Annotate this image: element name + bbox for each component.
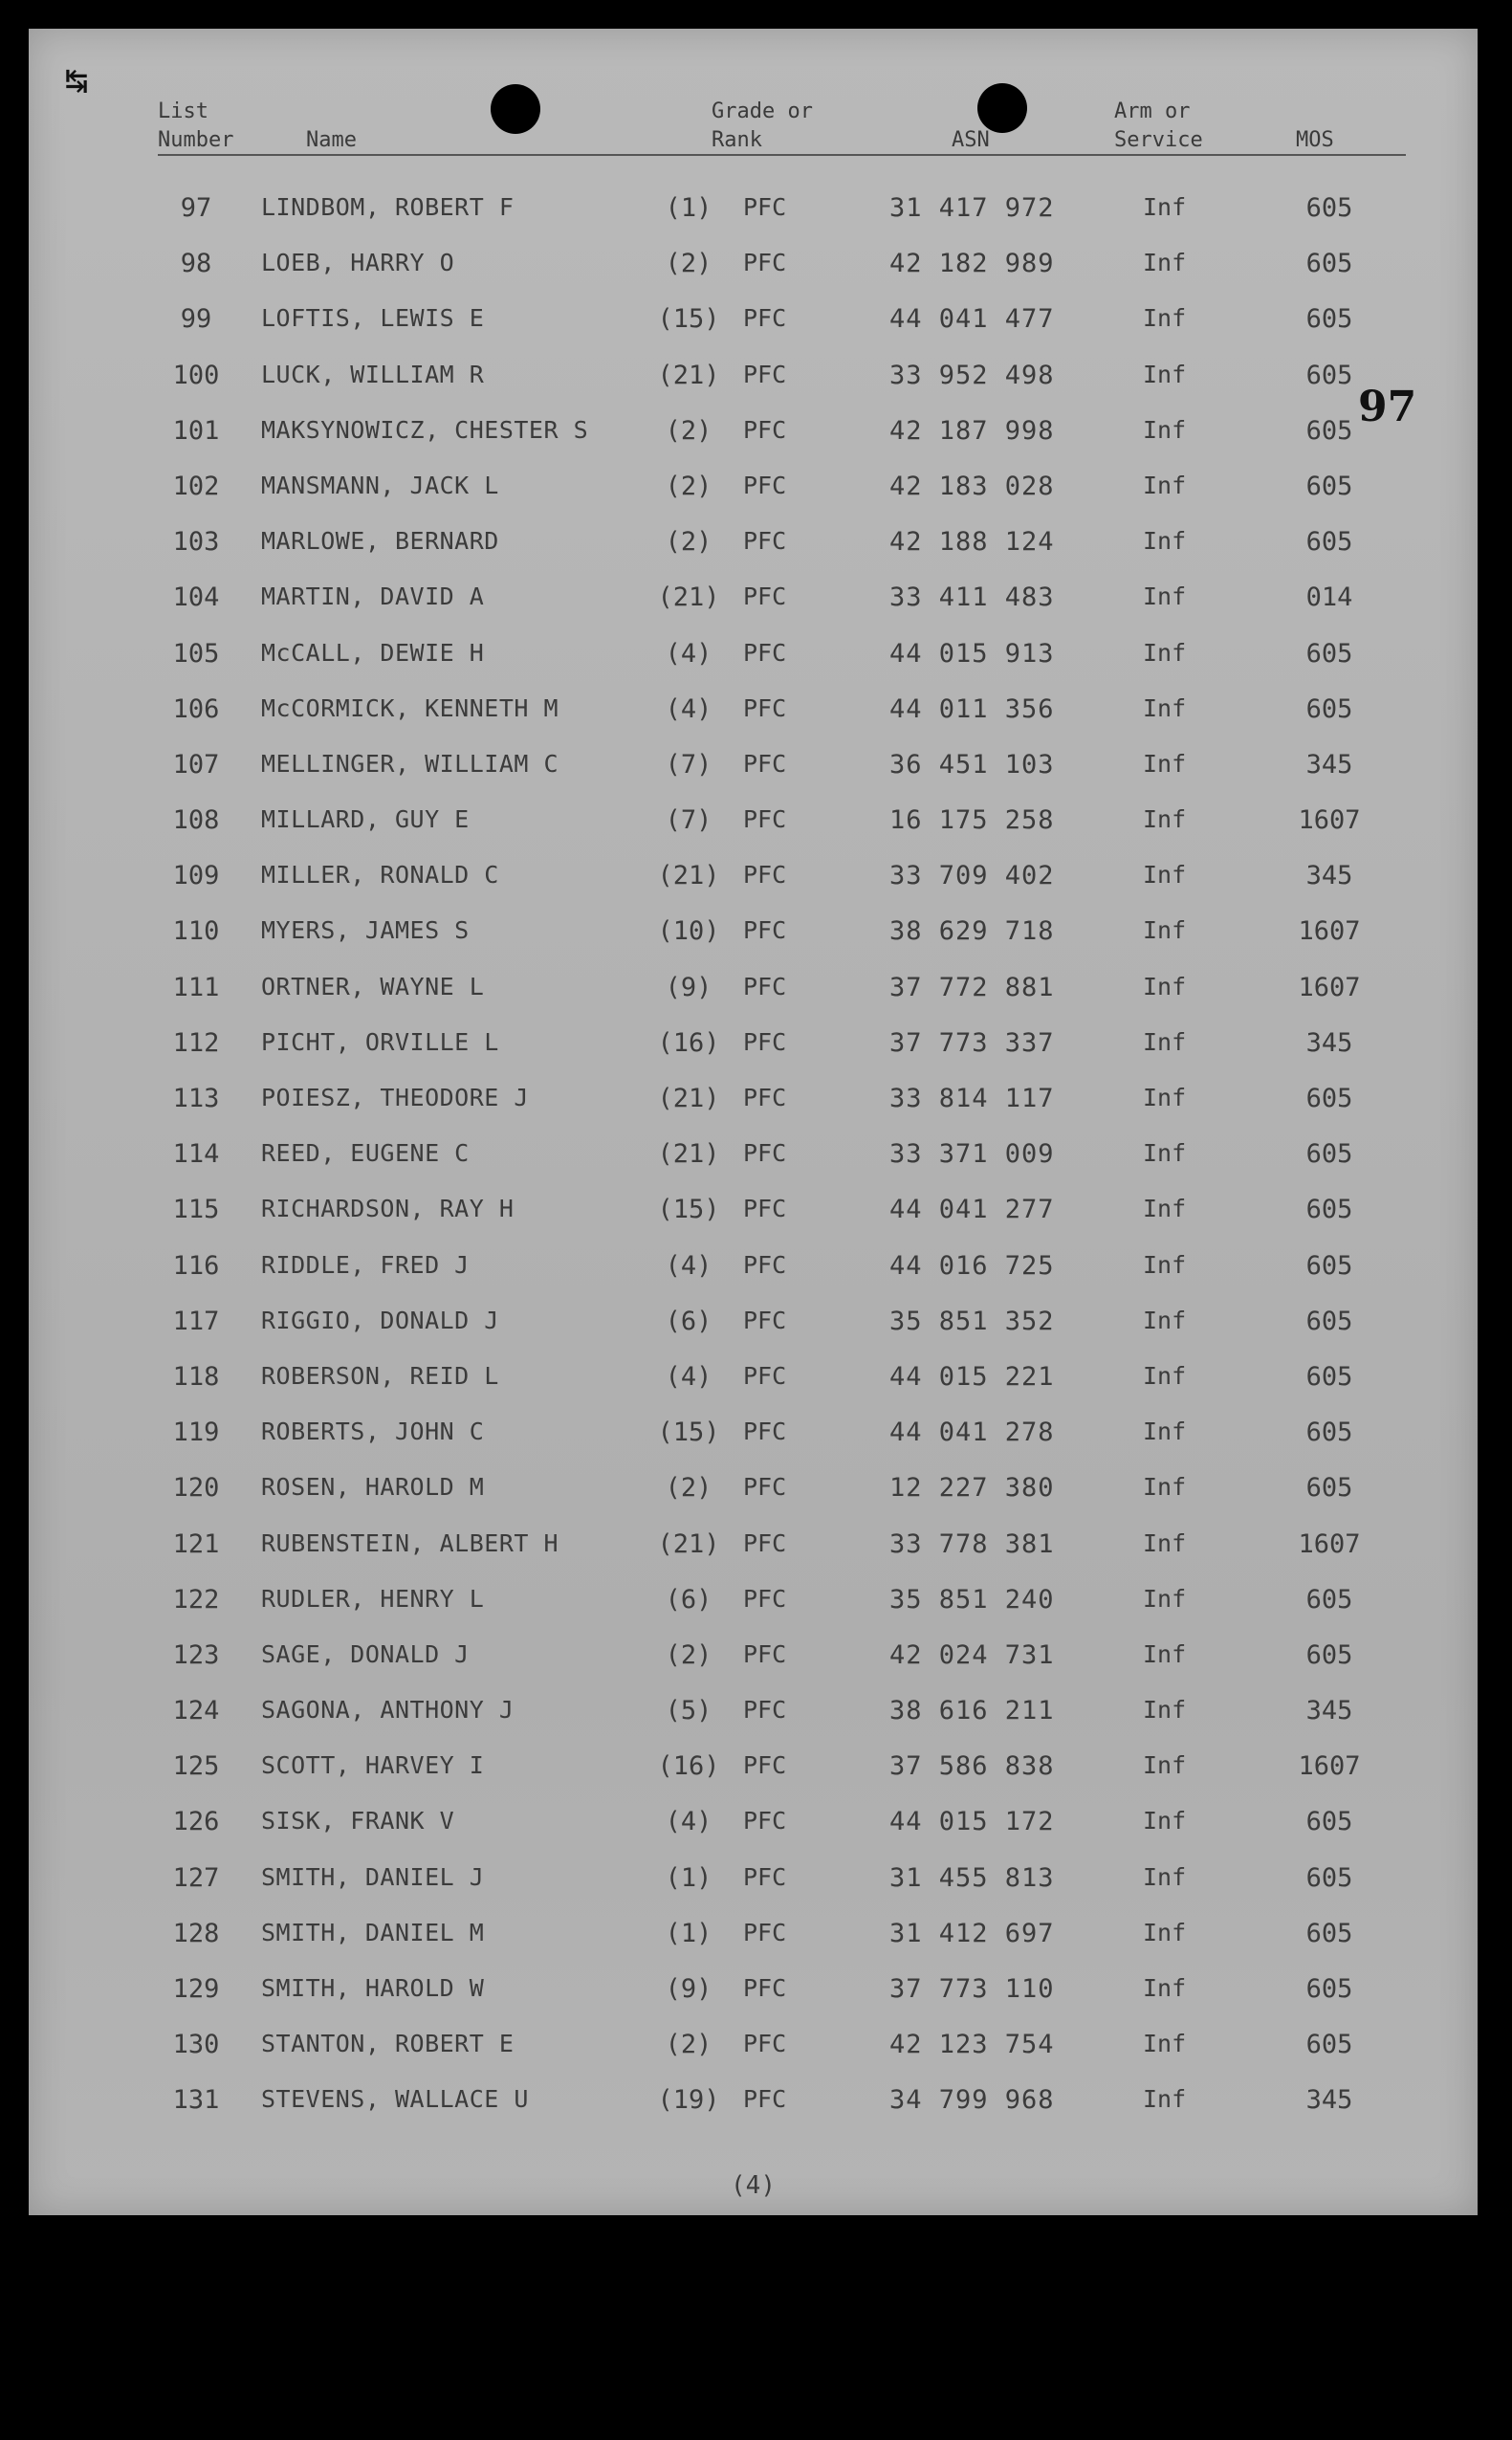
header-arm-service	[1114, 98, 1203, 155]
group-code: (19)	[657, 2085, 720, 2116]
list-number: 127	[172, 1862, 220, 1893]
roster-row	[29, 304, 1478, 360]
mos: 345	[1305, 1027, 1353, 1058]
mos: 605	[1305, 1418, 1353, 1448]
soldier-name: RIGGIO, DONALD J	[261, 1306, 499, 1334]
list-number: 104	[172, 583, 220, 613]
list-number: 113	[172, 1084, 220, 1113]
roster-row	[29, 694, 1478, 750]
soldier-name: REED, EUGENE C	[261, 1139, 470, 1168]
arm-service: Inf	[1143, 1639, 1187, 1668]
group-code: (21)	[657, 360, 720, 390]
mos: 1607	[1298, 1751, 1361, 1782]
rank: PFC	[743, 749, 787, 778]
list-number: 118	[172, 1361, 220, 1392]
roster-row	[29, 1640, 1478, 1696]
asn: 36 451 103	[889, 749, 1055, 780]
roster-row	[29, 249, 1478, 304]
roster-row	[29, 1084, 1478, 1139]
arm-service: Inf	[1143, 1974, 1187, 2002]
rank: PFC	[743, 693, 787, 722]
asn: 35 851 240	[889, 1584, 1055, 1615]
group-code: (4)	[665, 638, 712, 669]
asn: 12 227 380	[889, 1473, 1055, 1504]
rank: PFC	[743, 2030, 787, 2058]
mos: 605	[1305, 527, 1353, 558]
list-number: 100	[172, 360, 220, 390]
arm-service: Inf	[1143, 1084, 1187, 1111]
list-number: 107	[172, 749, 220, 780]
roster-row	[29, 861, 1478, 916]
asn: 42 123 754	[889, 2030, 1055, 2060]
asn: 42 182 989	[889, 249, 1055, 279]
soldier-name: MARLOWE, BERNARD	[261, 527, 499, 556]
rank: PFC	[743, 1361, 787, 1390]
group-code: (10)	[657, 916, 720, 947]
asn: 35 851 352	[889, 1306, 1055, 1336]
arm-service: Inf	[1143, 2030, 1187, 2058]
soldier-name: MYERS, JAMES S	[261, 916, 470, 945]
soldier-name: SMITH, HAROLD W	[261, 1974, 485, 2002]
header-list-number	[158, 98, 233, 155]
asn: 37 773 337	[889, 1027, 1055, 1058]
rank: PFC	[743, 1027, 787, 1056]
soldier-name: MELLINGER, WILLIAM C	[261, 749, 559, 778]
rank: PFC	[743, 1084, 787, 1111]
arm-service: Inf	[1143, 1250, 1187, 1279]
rank: PFC	[743, 1418, 787, 1446]
header-grade-line1: Grade or	[712, 99, 813, 123]
roster-row	[29, 1585, 1478, 1640]
asn: 37 773 110	[889, 1974, 1055, 2004]
roster-row	[29, 1195, 1478, 1250]
asn: 44 041 277	[889, 1195, 1055, 1225]
mos: 605	[1305, 1918, 1353, 1948]
arm-service: Inf	[1143, 415, 1187, 444]
rank: PFC	[743, 471, 787, 499]
roster-row	[29, 193, 1478, 249]
asn: 42 187 998	[889, 415, 1055, 446]
arm-service: Inf	[1143, 1306, 1187, 1334]
arm-service: Inf	[1143, 1528, 1187, 1557]
roster-row	[29, 1974, 1478, 2030]
roster-row	[29, 527, 1478, 583]
list-number: 116	[172, 1250, 220, 1281]
header-arms-line2: Service	[1114, 128, 1203, 152]
soldier-name: ROBERTS, JOHN C	[261, 1418, 485, 1446]
asn: 37 772 881	[889, 972, 1055, 1002]
roster-row	[29, 1696, 1478, 1751]
group-code: (4)	[665, 1361, 712, 1392]
arm-service: Inf	[1143, 1918, 1187, 1946]
rank: PFC	[743, 972, 787, 1000]
list-number: 115	[172, 1195, 220, 1225]
arm-service: Inf	[1143, 1696, 1187, 1725]
asn: 33 371 009	[889, 1139, 1055, 1170]
rank: PFC	[743, 1306, 787, 1334]
roster-list	[29, 193, 1478, 2142]
rank: PFC	[743, 415, 787, 444]
list-number: 121	[172, 1528, 220, 1559]
mos: 345	[1305, 749, 1353, 780]
mos: 605	[1305, 1862, 1353, 1893]
arm-service: Inf	[1143, 1862, 1187, 1891]
asn: 31 417 972	[889, 193, 1055, 223]
mos: 605	[1305, 193, 1353, 223]
group-code: (2)	[665, 471, 712, 501]
soldier-name: LINDBOM, ROBERT F	[261, 193, 515, 221]
roster-row	[29, 1418, 1478, 1473]
mos: 605	[1305, 1084, 1353, 1113]
soldier-name: SAGONA, ANTHONY J	[261, 1696, 515, 1725]
mos: 1607	[1298, 1528, 1361, 1559]
rank: PFC	[743, 1974, 787, 2002]
list-number: 126	[172, 1807, 220, 1837]
rank: PFC	[743, 1751, 787, 1780]
rank: PFC	[743, 193, 787, 221]
mos: 605	[1305, 1361, 1353, 1392]
roster-row	[29, 1251, 1478, 1307]
roster-row	[29, 1529, 1478, 1585]
list-number: 99	[180, 304, 212, 335]
asn: 44 015 172	[889, 1807, 1055, 1837]
rank: PFC	[743, 1807, 787, 1835]
roster-row	[29, 2085, 1478, 2141]
roster-row	[29, 639, 1478, 694]
roster-row	[29, 416, 1478, 472]
group-code: (4)	[665, 1250, 712, 1281]
roster-row	[29, 973, 1478, 1028]
arm-service: Inf	[1143, 1751, 1187, 1780]
group-code: (7)	[665, 749, 712, 780]
group-code: (21)	[657, 861, 720, 891]
arm-service: Inf	[1143, 972, 1187, 1000]
arm-service: Inf	[1143, 249, 1187, 277]
soldier-name: SCOTT, HARVEY I	[261, 1751, 485, 1780]
arm-service: Inf	[1143, 527, 1187, 556]
roster-row	[29, 805, 1478, 861]
header-divider	[158, 154, 1406, 156]
mos: 605	[1305, 693, 1353, 724]
roster-row	[29, 1751, 1478, 1807]
arm-service: Inf	[1143, 1139, 1187, 1168]
soldier-name: PICHT, ORVILLE L	[261, 1027, 499, 1056]
header-asn: ASN	[952, 128, 990, 152]
list-number: 97	[180, 193, 212, 223]
list-number: 122	[172, 1584, 220, 1615]
group-code: (2)	[665, 1473, 712, 1504]
group-code: (21)	[657, 583, 720, 613]
list-number: 105	[172, 638, 220, 669]
group-code: (16)	[657, 1751, 720, 1782]
arm-service: Inf	[1143, 1418, 1187, 1446]
mos: 605	[1305, 1473, 1353, 1504]
roster-row	[29, 472, 1478, 527]
list-number: 128	[172, 1918, 220, 1948]
roster-row	[29, 2030, 1478, 2085]
rank: PFC	[743, 249, 787, 277]
group-code: (4)	[665, 1807, 712, 1837]
soldier-name: McCALL, DEWIE H	[261, 638, 485, 667]
group-code: (1)	[665, 193, 712, 223]
mos: 605	[1305, 1250, 1353, 1281]
soldier-name: LOEB, HARRY O	[261, 249, 455, 277]
mos: 1607	[1298, 916, 1361, 947]
rank: PFC	[743, 1473, 787, 1502]
header-name: Name	[306, 128, 357, 152]
rank: PFC	[743, 1696, 787, 1725]
asn: 33 778 381	[889, 1528, 1055, 1559]
punch-hole-left	[491, 84, 540, 134]
header-grade-rank	[712, 98, 813, 155]
arm-service: Inf	[1143, 1027, 1187, 1056]
roster-page	[29, 29, 1478, 2215]
asn: 42 188 124	[889, 527, 1055, 558]
soldier-name: MAKSYNOWICZ, CHESTER S	[261, 415, 589, 444]
soldier-name: SMITH, DANIEL M	[261, 1918, 485, 1946]
mos: 014	[1305, 583, 1353, 613]
soldier-name: RICHARDSON, RAY H	[261, 1195, 515, 1223]
soldier-name: STANTON, ROBERT E	[261, 2030, 515, 2058]
group-code: (9)	[665, 972, 712, 1002]
asn: 44 016 725	[889, 1250, 1055, 1281]
mos: 1607	[1298, 972, 1361, 1002]
soldier-name: MILLARD, GUY E	[261, 805, 470, 834]
group-code: (4)	[665, 693, 712, 724]
asn: 42 024 731	[889, 1639, 1055, 1670]
group-code: (5)	[665, 1696, 712, 1726]
asn: 44 041 278	[889, 1418, 1055, 1448]
rank: PFC	[743, 527, 787, 556]
asn: 31 455 813	[889, 1862, 1055, 1893]
list-number: 111	[172, 972, 220, 1002]
list-number: 129	[172, 1974, 220, 2004]
asn: 16 175 258	[889, 805, 1055, 836]
group-code: (15)	[657, 1195, 720, 1225]
rank: PFC	[743, 1918, 787, 1946]
roster-row	[29, 750, 1478, 805]
asn: 33 814 117	[889, 1084, 1055, 1113]
group-code: (6)	[665, 1306, 712, 1336]
roster-row	[29, 1863, 1478, 1919]
list-number: 102	[172, 471, 220, 501]
arm-service: Inf	[1143, 749, 1187, 778]
rank: PFC	[743, 1862, 787, 1891]
arm-service: Inf	[1143, 1807, 1187, 1835]
mos: 605	[1305, 2030, 1353, 2060]
list-number: 125	[172, 1751, 220, 1782]
arm-service: Inf	[1143, 304, 1187, 333]
group-code: (2)	[665, 1639, 712, 1670]
asn: 34 799 968	[889, 2085, 1055, 2116]
roster-row	[29, 1028, 1478, 1084]
arm-service: Inf	[1143, 805, 1187, 834]
soldier-name: MILLER, RONALD C	[261, 861, 499, 890]
arm-service: Inf	[1143, 360, 1187, 388]
soldier-name: ORTNER, WAYNE L	[261, 972, 485, 1000]
list-number: 120	[172, 1473, 220, 1504]
soldier-name: MARTIN, DAVID A	[261, 583, 485, 611]
asn: 44 015 913	[889, 638, 1055, 669]
mos: 605	[1305, 1195, 1353, 1225]
roster-row	[29, 1362, 1478, 1418]
group-code: (16)	[657, 1027, 720, 1058]
asn: 38 616 211	[889, 1696, 1055, 1726]
group-code: (1)	[665, 1862, 712, 1893]
group-code: (15)	[657, 1418, 720, 1448]
arm-service: Inf	[1143, 1584, 1187, 1613]
soldier-name: LUCK, WILLIAM R	[261, 360, 485, 388]
soldier-name: ROSEN, HAROLD M	[261, 1473, 485, 1502]
arm-service: Inf	[1143, 193, 1187, 221]
header-list-line2: Number	[158, 128, 234, 152]
list-number: 114	[172, 1139, 220, 1170]
soldier-name: STEVENS, WALLACE U	[261, 2085, 529, 2114]
rank: PFC	[743, 1584, 787, 1613]
soldier-name: MANSMANN, JACK L	[261, 471, 499, 499]
group-code: (9)	[665, 1974, 712, 2004]
mos: 345	[1305, 1696, 1353, 1726]
rank: PFC	[743, 583, 787, 611]
rank: PFC	[743, 805, 787, 834]
group-code: (21)	[657, 1139, 720, 1170]
asn: 33 411 483	[889, 583, 1055, 613]
soldier-name: SISK, FRANK V	[261, 1807, 455, 1835]
list-number: 131	[172, 2085, 220, 2116]
mos: 605	[1305, 304, 1353, 335]
mos: 605	[1305, 1139, 1353, 1170]
list-number: 98	[180, 249, 212, 279]
asn: 44 015 221	[889, 1361, 1055, 1392]
roster-row	[29, 583, 1478, 638]
group-code: (2)	[665, 527, 712, 558]
rank: PFC	[743, 861, 787, 890]
rank: PFC	[743, 638, 787, 667]
mos: 605	[1305, 415, 1353, 446]
mos: 605	[1305, 360, 1353, 390]
asn: 38 629 718	[889, 916, 1055, 947]
arm-service: Inf	[1143, 916, 1187, 945]
soldier-name: RUDLER, HENRY L	[261, 1584, 485, 1613]
group-code: (1)	[665, 1918, 712, 1948]
group-code: (6)	[665, 1584, 712, 1615]
list-number: 123	[172, 1639, 220, 1670]
soldier-name: POIESZ, THEODORE J	[261, 1084, 529, 1111]
handwritten-annotation: 97	[1358, 383, 1417, 431]
list-number: 124	[172, 1696, 220, 1726]
arm-service: Inf	[1143, 471, 1187, 499]
arm-service: Inf	[1143, 1195, 1187, 1223]
mos: 605	[1305, 471, 1353, 501]
list-number: 108	[172, 805, 220, 836]
header-arms-line1: Arm or	[1114, 99, 1191, 123]
roster-row	[29, 1139, 1478, 1195]
list-number: 112	[172, 1027, 220, 1058]
asn: 33 952 498	[889, 360, 1055, 390]
list-number: 101	[172, 415, 220, 446]
arm-service: Inf	[1143, 1473, 1187, 1502]
asn: 31 412 697	[889, 1918, 1055, 1948]
header-grade-line2: Rank	[712, 128, 762, 152]
roster-row	[29, 1919, 1478, 1974]
mos: 605	[1305, 638, 1353, 669]
header-list-line1: List	[158, 99, 208, 123]
arm-service: Inf	[1143, 1361, 1187, 1390]
rank: PFC	[743, 1195, 787, 1223]
list-number: 109	[172, 861, 220, 891]
mos: 1607	[1298, 805, 1361, 836]
list-number: 117	[172, 1306, 220, 1336]
rank: PFC	[743, 304, 787, 333]
mos: 605	[1305, 1639, 1353, 1670]
roster-row	[29, 1307, 1478, 1362]
corner-mark-icon: ↹	[65, 58, 89, 102]
group-code: (15)	[657, 304, 720, 335]
soldier-name: SMITH, DANIEL J	[261, 1862, 485, 1891]
mos: 605	[1305, 1974, 1353, 2004]
mos: 605	[1305, 1807, 1353, 1837]
rank: PFC	[743, 1250, 787, 1279]
soldier-name: RIDDLE, FRED J	[261, 1250, 470, 1279]
rank: PFC	[743, 916, 787, 945]
rank: PFC	[743, 1528, 787, 1557]
soldier-name: ROBERSON, REID L	[261, 1361, 499, 1390]
roster-row	[29, 1473, 1478, 1528]
soldier-name: SAGE, DONALD J	[261, 1639, 470, 1668]
page-number: (4)	[731, 2171, 776, 2200]
group-code: (2)	[665, 249, 712, 279]
arm-service: Inf	[1143, 638, 1187, 667]
rank: PFC	[743, 1139, 787, 1168]
rank: PFC	[743, 360, 787, 388]
list-number: 103	[172, 527, 220, 558]
group-code: (2)	[665, 2030, 712, 2060]
group-code: (21)	[657, 1528, 720, 1559]
asn: 44 041 477	[889, 304, 1055, 335]
asn: 37 586 838	[889, 1751, 1055, 1782]
group-code: (7)	[665, 805, 712, 836]
asn: 44 011 356	[889, 693, 1055, 724]
asn: 42 183 028	[889, 471, 1055, 501]
rank: PFC	[743, 1639, 787, 1668]
mos: 345	[1305, 2085, 1353, 2116]
mos: 345	[1305, 861, 1353, 891]
rank: PFC	[743, 2085, 787, 2114]
list-number: 106	[172, 693, 220, 724]
asn: 33 709 402	[889, 861, 1055, 891]
roster-row	[29, 361, 1478, 416]
group-code: (2)	[665, 415, 712, 446]
mos: 605	[1305, 1584, 1353, 1615]
soldier-name: LOFTIS, LEWIS E	[261, 304, 485, 333]
list-number: 119	[172, 1418, 220, 1448]
list-number: 130	[172, 2030, 220, 2060]
soldier-name: RUBENSTEIN, ALBERT H	[261, 1528, 559, 1557]
mos: 605	[1305, 1306, 1353, 1336]
arm-service: Inf	[1143, 861, 1187, 890]
arm-service: Inf	[1143, 583, 1187, 611]
soldier-name: McCORMICK, KENNETH M	[261, 693, 559, 722]
header-mos: MOS	[1296, 128, 1334, 152]
arm-service: Inf	[1143, 2085, 1187, 2114]
mos: 605	[1305, 249, 1353, 279]
roster-row	[29, 916, 1478, 972]
group-code: (21)	[657, 1084, 720, 1113]
roster-row	[29, 1807, 1478, 1862]
arm-service: Inf	[1143, 693, 1187, 722]
list-number: 110	[172, 916, 220, 947]
